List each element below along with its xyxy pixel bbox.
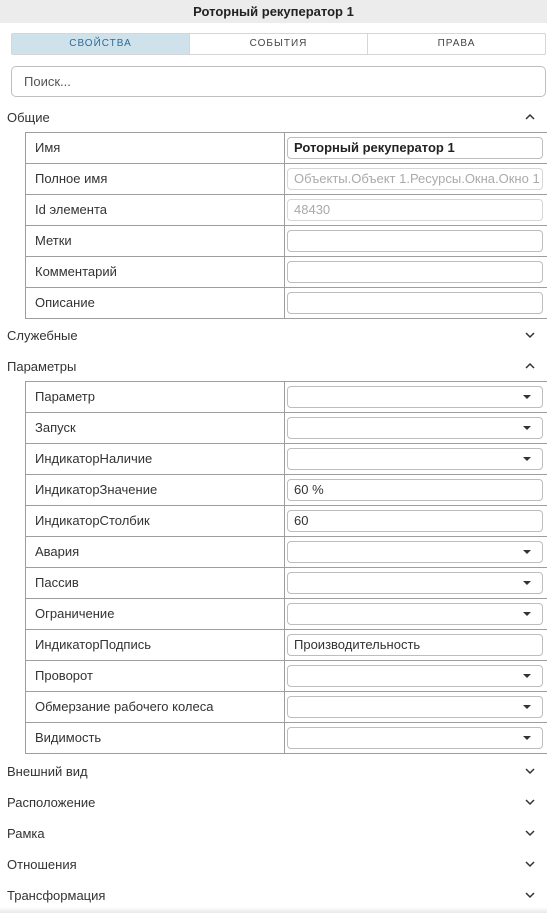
property-input[interactable]: Производительность (287, 634, 543, 656)
general-properties-table (25, 132, 547, 319)
property-row (26, 444, 547, 475)
property-row (26, 195, 547, 226)
property-label: Пассив (26, 568, 285, 598)
property-label: Параметр (26, 382, 285, 412)
property-row (26, 288, 547, 319)
dropdown-caret-icon (523, 426, 531, 430)
property-row (26, 661, 547, 692)
property-label: Запуск (26, 413, 285, 443)
property-label: ИндикаторСтолбик (26, 506, 285, 536)
property-select[interactable] (287, 665, 543, 687)
property-select[interactable] (287, 572, 543, 594)
section-appearance-header[interactable] (0, 758, 547, 784)
property-row (26, 537, 547, 568)
property-input: Объекты.Объект 1.Ресурсы.Окна.Окно 1 (287, 168, 543, 190)
property-row (26, 506, 547, 537)
section-relations-title: Отношения (7, 857, 77, 872)
property-select[interactable] (287, 603, 543, 625)
property-row (26, 630, 547, 661)
section-service-header[interactable] (0, 322, 547, 348)
property-label: Видимость (26, 723, 285, 753)
dropdown-caret-icon (523, 612, 531, 616)
section-general-header[interactable] (0, 104, 547, 130)
property-label: Проворот (26, 661, 285, 691)
parameters-table (25, 381, 547, 754)
property-input[interactable]: Роторный рекуператор 1 (287, 137, 543, 159)
chevron-up-icon (525, 361, 535, 371)
property-label: Id элемента (26, 195, 285, 225)
property-row (26, 257, 547, 288)
property-input[interactable]: 60 % (287, 479, 543, 501)
property-select[interactable] (287, 541, 543, 563)
property-label: Описание (26, 288, 285, 318)
section-appearance-title: Внешний вид (7, 764, 88, 779)
property-select[interactable] (287, 696, 543, 718)
property-input[interactable] (287, 261, 543, 283)
window-title: Роторный рекуператор 1 (0, 0, 547, 23)
property-input[interactable] (287, 292, 543, 314)
tab-properties[interactable]: СВОЙСТВА (12, 34, 190, 54)
dropdown-caret-icon (523, 395, 531, 399)
dropdown-caret-icon (523, 550, 531, 554)
section-transform-title: Трансформация (7, 888, 106, 903)
property-select[interactable] (287, 386, 543, 408)
dropdown-caret-icon (523, 736, 531, 740)
property-row (26, 475, 547, 506)
property-select[interactable] (287, 727, 543, 749)
property-row (26, 413, 547, 444)
tab-bar (11, 33, 546, 55)
property-label: ИндикаторНаличие (26, 444, 285, 474)
property-input[interactable]: 60 (287, 510, 543, 532)
section-general-title: Общие (7, 110, 50, 125)
section-transform-header[interactable] (0, 882, 547, 908)
property-label: Метки (26, 226, 285, 256)
property-row (26, 164, 547, 195)
section-relations-header[interactable] (0, 851, 547, 877)
section-parameters-header[interactable] (0, 353, 547, 379)
property-row (26, 226, 547, 257)
chevron-down-icon (525, 330, 535, 340)
chevron-down-icon (525, 859, 535, 869)
tab-rights[interactable]: ПРАВА (437, 38, 476, 49)
property-label: Обмерзание рабочего колеса (26, 692, 285, 722)
property-input[interactable] (287, 230, 543, 252)
section-location-title: Расположение (7, 795, 96, 810)
property-row (26, 599, 547, 630)
property-label: Имя (26, 133, 285, 163)
section-parameters-title: Параметры (7, 359, 77, 374)
dropdown-caret-icon (523, 674, 531, 678)
panel-bottom-edge (0, 907, 547, 913)
property-label: Авария (26, 537, 285, 567)
property-label: Полное имя (26, 164, 285, 194)
property-row (26, 692, 547, 723)
dropdown-caret-icon (523, 457, 531, 461)
chevron-down-icon (525, 797, 535, 807)
section-frame-title: Рамка (7, 826, 45, 841)
section-location-header[interactable] (0, 789, 547, 815)
chevron-down-icon (525, 766, 535, 776)
chevron-down-icon (525, 890, 535, 900)
property-row (26, 568, 547, 599)
property-label: ИндикаторЗначение (26, 475, 285, 505)
tab-events[interactable]: СОБЫТИЯ (190, 34, 368, 54)
property-label: Комментарий (26, 257, 285, 287)
chevron-up-icon (525, 112, 535, 122)
dropdown-caret-icon (523, 705, 531, 709)
search-input[interactable] (11, 66, 546, 97)
property-input: 48430 (287, 199, 543, 221)
property-row (26, 133, 547, 164)
property-row (26, 723, 547, 754)
dropdown-caret-icon (523, 581, 531, 585)
chevron-down-icon (525, 828, 535, 838)
section-frame-header[interactable] (0, 820, 547, 846)
property-select[interactable] (287, 417, 543, 439)
property-row (26, 382, 547, 413)
property-label: Ограничение (26, 599, 285, 629)
section-service-title: Служебные (7, 328, 78, 343)
property-label: ИндикаторПодпись (26, 630, 285, 660)
property-select[interactable] (287, 448, 543, 470)
